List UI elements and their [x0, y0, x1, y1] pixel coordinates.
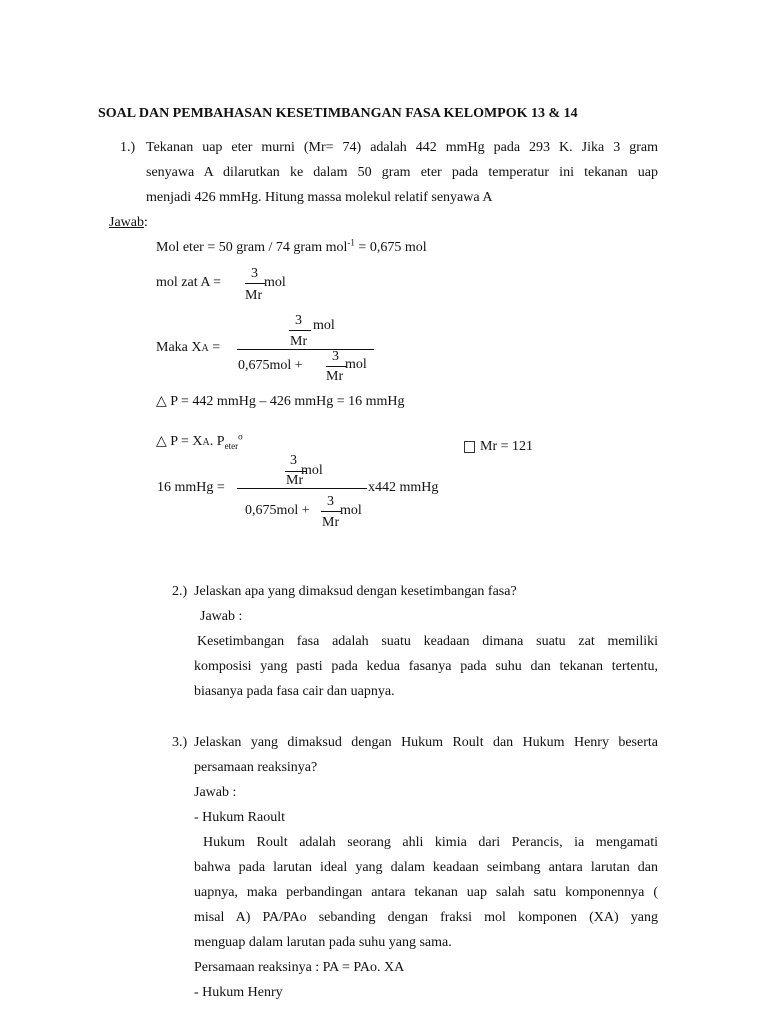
eq-num-3: 3 — [290, 453, 297, 468]
eq-den-mol: mol — [340, 503, 362, 518]
xa-main-bar — [237, 349, 374, 350]
eq-den-mr: Mr — [322, 515, 340, 530]
eq-main-bar — [237, 488, 367, 489]
eq-den-bar — [321, 511, 341, 512]
eq-lhs: 16 mmHg = — [157, 480, 225, 495]
q2-answer-line-1: Kesetimbangan fasa adalah suatu keadaan dimana suatu zat memiliki — [197, 634, 658, 649]
q2-question: Jelaskan apa yang dimaksud dengan kesetimbangan fasa? — [194, 584, 517, 599]
eq-times: x442 mmHg — [368, 480, 439, 495]
answer-label: Jawab: — [109, 215, 148, 230]
q1-line-2: senyawa A dilarutkan ke dalam 50 gram eter pada temperatur ini tekanan uap — [146, 165, 658, 180]
maka-xa-label: Maka XA = — [156, 340, 221, 355]
q2-jawab: Jawab : — [200, 609, 243, 624]
fraction-bar — [245, 283, 265, 284]
document-title: SOAL DAN PEMBAHASAN KESETIMBANGAN FASA KELOMPOK 13 & 14 — [98, 106, 578, 121]
eq-num-mr: Mr — [286, 473, 304, 488]
raoult-line-1: Hukum Roult adalah seorang ahli kimia dari Perancis, ia mengamati — [203, 835, 658, 850]
xa-den-bar — [326, 366, 346, 367]
delta-p-line: △ P = 442 mmHg – 426 mmHg = 16 mmHg — [156, 394, 405, 409]
raoult-heading: - Hukum Raoult — [194, 810, 285, 825]
xa-inner-num-3: 3 — [295, 313, 302, 328]
delta-p-formula: △ P = XA. $P_{eter}^o$ — [156, 431, 243, 451]
raoult-line-2: bahwa pada larutan ideal yang dalam keadaan seimbang antara larutan dan — [194, 860, 658, 875]
raoult-equation: Persamaan reaksinya : PA = PAo. XA — [194, 960, 405, 975]
mr-result: Mr = 121 — [480, 439, 534, 454]
q3-jawab: Jawab : — [194, 785, 237, 800]
arrow-box-icon — [464, 441, 475, 453]
henry-heading: - Hukum Henry — [194, 985, 283, 1000]
mol-eter-line: Mol eter = 50 gram / 74 gram mol$^{-1}$ = 0,675 mol — [156, 237, 427, 255]
q2-answer-line-2: komposisi yang pasti pada kedua fasanya pada suhu dan tekanan tertentu, — [194, 659, 658, 674]
xa-den-mr: Mr — [326, 369, 344, 384]
raoult-line-3: uapnya, maka perbandingan antara tekanan uap salah satu komponennya ( — [194, 885, 658, 900]
eq-num-mol: mol — [301, 463, 323, 478]
q2-number: 2.) — [172, 584, 188, 599]
raoult-line-5: menguap dalam larutan pada suhu yang sama. — [194, 935, 452, 950]
raoult-line-4: misal A) PA/PAo sebanding dengan fraksi mol komponen (XA) yang — [194, 910, 658, 925]
q3-number: 3.) — [172, 735, 188, 750]
frac-mol: mol — [264, 275, 286, 290]
q1-number: 1.) — [120, 140, 136, 155]
xa-den-num-3: 3 — [332, 349, 339, 364]
q3-question-line-2: persamaan reaksinya? — [194, 760, 318, 775]
q3-question-line-1: Jelaskan yang dimaksud dengan Hukum Roult dan Hukum Henry beserta — [194, 735, 658, 750]
xa-inner-bar — [289, 330, 311, 331]
xa-inner-mol: mol — [313, 318, 335, 333]
xa-inner-mr: Mr — [290, 334, 308, 349]
q1-line-3: menjadi 426 mmHg. Hitung massa molekul relatif senyawa A — [146, 190, 493, 205]
frac-num-3: 3 — [251, 266, 258, 281]
frac-den-mr: Mr — [245, 288, 263, 303]
eq-denominator: 0,675mol + — [245, 503, 310, 518]
xa-den-mol: mol — [345, 357, 367, 372]
eq-den-num-3: 3 — [327, 494, 334, 509]
q2-answer-line-3: biasanya pada fasa cair dan uapnya. — [194, 684, 395, 699]
q1-line-1: Tekanan uap eter murni (Mr= 74) adalah 442 mmHg pada 293 K. Jika 3 gram — [146, 140, 658, 155]
mol-zat-label: mol zat A = — [156, 275, 222, 290]
xa-denominator: 0,675mol + — [238, 358, 303, 373]
